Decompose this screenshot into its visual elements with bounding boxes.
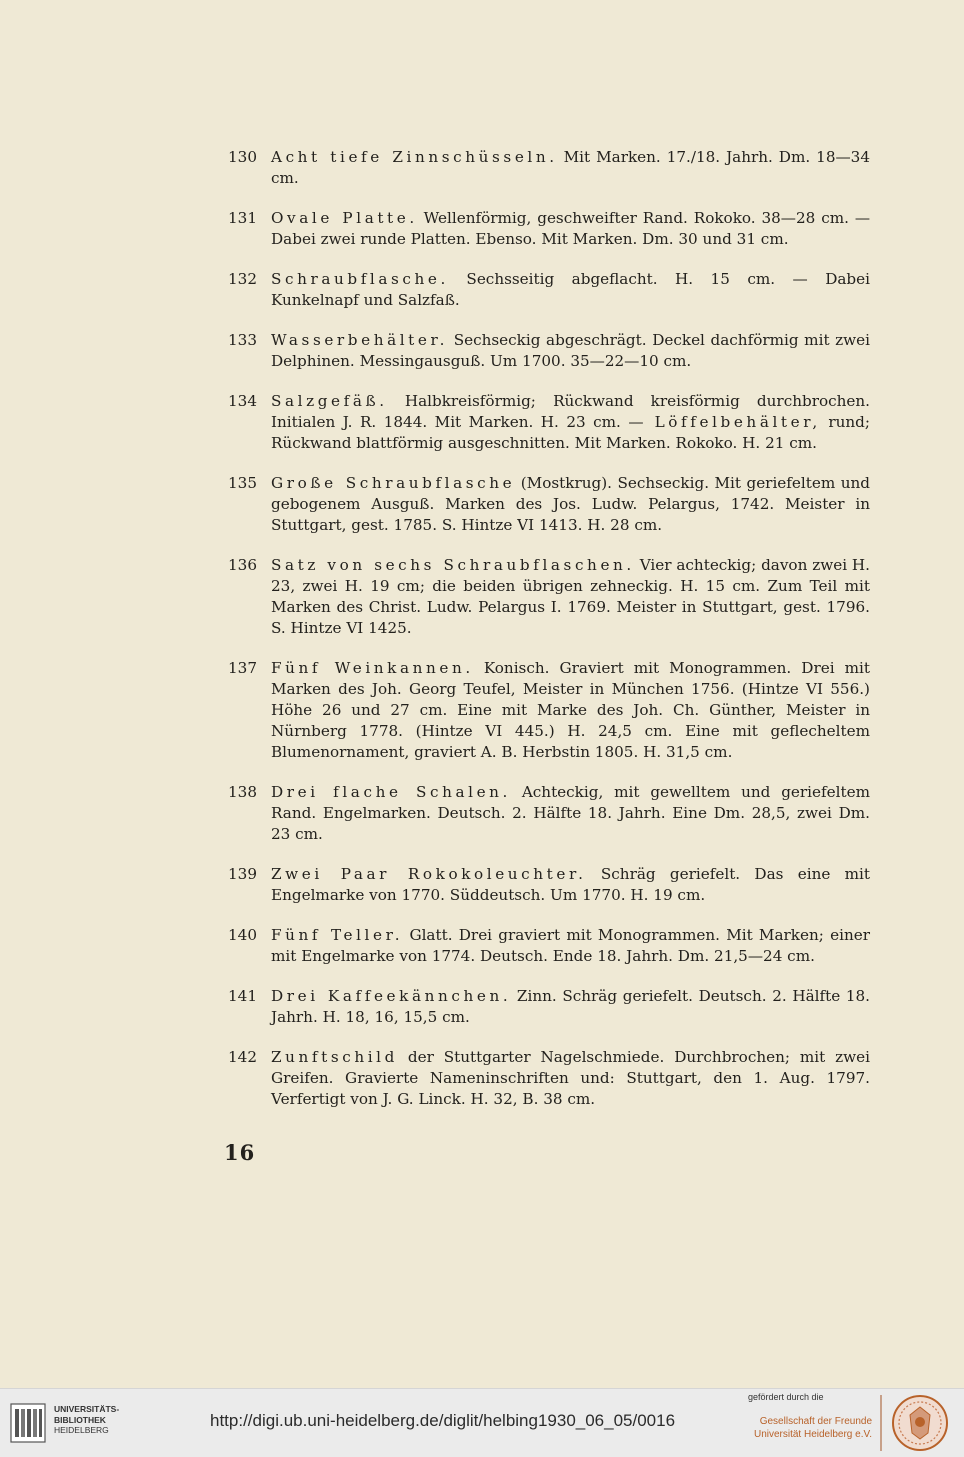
entry-title: Fünf Weinkannen. xyxy=(271,659,474,677)
entry-description: Halbkreisförmig; Rückwand kreisförmig durchbrochen. Initialen J. R. 1844. Mit Marken. H. 23 cm. — xyxy=(271,392,870,431)
entry-title: Schraubflasche. xyxy=(271,270,449,288)
catalog-entry-140 xyxy=(226,925,870,967)
entry-number: 130 xyxy=(228,148,257,166)
entry-description: Zinn. Schräg geriefelt. Deutsch. 2. Hälfte 18. Jahrh. H. 18, 16, 15,5 cm. xyxy=(271,987,870,1026)
entry-title: Ovale Platte. xyxy=(271,209,418,227)
entry-number: 142 xyxy=(228,1048,257,1066)
catalog-entry-141 xyxy=(226,986,870,1028)
footer-bar xyxy=(0,1388,964,1457)
catalog-list xyxy=(226,147,870,1129)
entry-description: Mit Marken. 17./18. Jahrh. Dm. 18—34 cm. xyxy=(271,148,870,187)
entry-description: Schräg geriefelt. Das eine mit Engelmarke von 1770. Süddeutsch. Um 1770. H. 19 cm. xyxy=(271,865,870,904)
footer-divider xyxy=(880,1395,882,1451)
page-number: 16 xyxy=(224,1140,256,1165)
entry-description: Sechsseitig abgeflacht. H. 15 cm. — Dabei Kunkelnapf und Salzfaß. xyxy=(271,270,870,309)
catalog-entry-139 xyxy=(226,864,870,906)
entry-number: 140 xyxy=(228,926,257,944)
catalog-entry-137 xyxy=(226,658,870,763)
entry-title: Drei flache Schalen. xyxy=(271,783,511,801)
entry-number: 132 xyxy=(228,270,257,288)
entry-number: 138 xyxy=(228,783,257,801)
catalog-entry-136 xyxy=(226,555,870,639)
society-name-line1: Gesellschaft der Freunde xyxy=(759,1416,872,1427)
entry-description: Achteckig, mit gewelltem und geriefeltem Rand. Engelmarken. Deutsch. 2. Hälfte 18. Jahrh. Eine Dm. 28,5, zwei Dm. 23 cm. xyxy=(271,783,870,843)
society-name-line2: Universität Heidelberg e.V. xyxy=(753,1429,872,1440)
entry-number: 141 xyxy=(228,987,257,1005)
library-logo-icon xyxy=(10,1403,46,1443)
entry-title: Satz von sechs Schraubflaschen. xyxy=(271,556,635,574)
entry-description: der Stuttgarter Nagelschmiede. Durchbrochen; mit zwei Greifen. Gravierte Nameninschriften und: Stuttgart, den 1. Aug. 1797. Verfertigt von J. G. Linck. H. 32, B. 38 cm. xyxy=(271,1048,870,1108)
entry-title: Große Schraubflasche xyxy=(271,474,516,492)
catalog-entry-135 xyxy=(226,473,870,536)
library-name xyxy=(54,1404,144,1436)
entry-description: Vier achteckig; davon zwei H. 23, zwei H. 19 cm; die beiden übrigen zehneckig. H. 15 cm. Zum Teil mit Marken des Christ. Ludw. Pelargus I. 1769. Meister in Stuttgart, gest. 1796. S. Hintze VI 1425. xyxy=(271,556,870,637)
entry-description: Sechseckig abgeschrägt. Deckel dachförmig mit zwei Delphinen. Messingausguß. Um 1700. 35—22—10 cm. xyxy=(271,331,870,370)
catalog-entry-130 xyxy=(226,147,870,189)
library-name-line1: UNIVERSITÄTS- xyxy=(54,1404,120,1414)
entry-description-continued: rund; Rückwand blattförmig ausgeschnitten. Mit Marken. Rokoko. H. 21 cm. xyxy=(271,413,870,452)
catalog-entry-138 xyxy=(226,782,870,845)
permalink-url[interactable]: http://digi.ub.uni-heidelberg.de/diglit/helbing1930_06_05/0016 xyxy=(210,1411,676,1430)
entry-number: 131 xyxy=(228,209,257,227)
catalog-entry-133 xyxy=(226,330,870,372)
entry-number: 135 xyxy=(228,474,257,492)
entry-title: Fünf Teller. xyxy=(271,926,404,944)
entry-title: Wasserbehälter. xyxy=(271,331,449,349)
library-name-line3: HEIDELBERG xyxy=(54,1425,109,1435)
entry-title: Drei Kaffeekännchen. xyxy=(271,987,512,1005)
entry-number: 136 xyxy=(228,556,257,574)
university-seal-icon xyxy=(888,1393,952,1453)
entry-description: Konisch. Graviert mit Monogrammen. Drei mit Marken des Joh. Georg Teufel, Meister in München 1756. (Hintze VI 556.) Höhe 26 und 27 cm. Eine mit Marke des Joh. Ch. Günther, Meister in Nürnberg 1778. (Hintze VI 445.) H. 24,5 cm. Eine mit geflecheltem Blumenornament, graviert A. B. Herbstin 1805. H. 31,5 cm. xyxy=(271,659,870,761)
catalog-entry-142 xyxy=(226,1047,870,1110)
society-name[interactable] xyxy=(748,1415,872,1441)
funded-by-label: gefördert durch die xyxy=(748,1392,824,1402)
library-name-line2: BIBLIOTHEK xyxy=(54,1414,106,1425)
entry-description: Glatt. Drei graviert mit Monogrammen. Mit Marken; einer mit Engelmarke von 1774. Deutsch. Ende 18. Jahrh. Dm. 21,5—24 cm. xyxy=(271,926,870,965)
catalog-entry-134 xyxy=(226,391,870,454)
entry-title: Zunftschild xyxy=(271,1048,398,1066)
entry-description: (Mostkrug). Sechseckig. Mit geriefeltem und gebogenem Ausguß. Marken des Jos. Ludw. Pelargus, 1742. Meister in Stuttgart, gest. 1785. S. Hintze VI 1413. H. 28 cm. xyxy=(271,474,871,534)
entry-title: Zwei Paar Rokokoleuchter. xyxy=(271,865,587,883)
catalog-entry-131 xyxy=(226,208,870,250)
entry-description: Wellenförmig, geschweifter Rand. Rokoko. 38—28 cm. — Dabei zwei runde Platten. Ebenso. Mit Marken. Dm. 30 und 31 cm. xyxy=(271,209,871,248)
catalog-entry-132 xyxy=(226,269,870,311)
entry-number: 137 xyxy=(228,659,257,677)
entry-subtitle: Löffelbehälter, xyxy=(643,413,821,431)
entry-number: 133 xyxy=(228,331,257,349)
entry-title: Salzgefäß. xyxy=(271,392,388,410)
entry-number: 134 xyxy=(228,392,257,410)
entry-title: Acht tiefe Zinnschüsseln. xyxy=(271,148,558,166)
entry-number: 139 xyxy=(228,865,257,883)
